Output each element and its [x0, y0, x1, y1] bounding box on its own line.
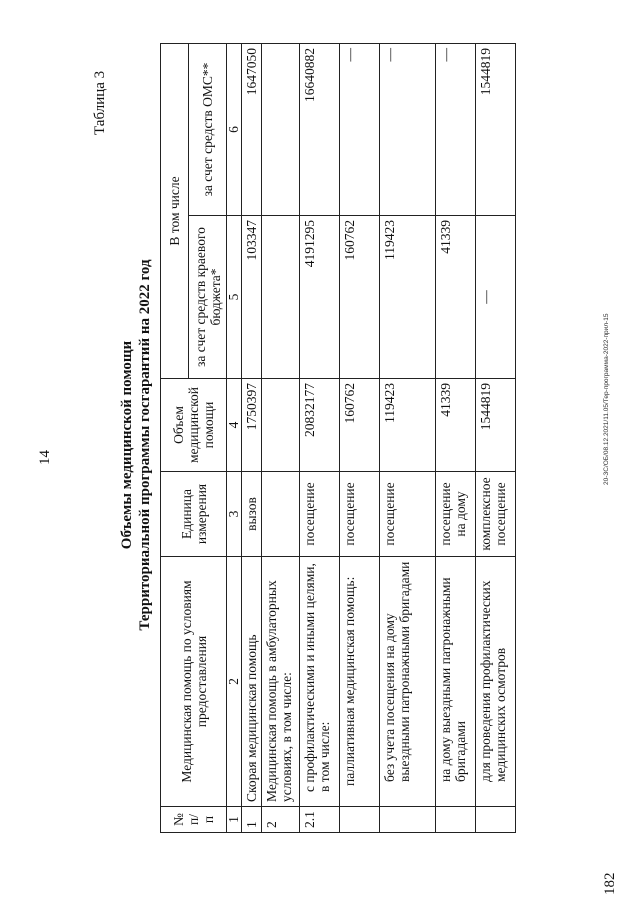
- row-num: 1: [242, 807, 262, 833]
- table-row: [340, 44, 380, 833]
- row-oms: —: [436, 44, 476, 216]
- document-title: [118, 125, 154, 765]
- header-volume: Объем медицинской помощи: [161, 379, 227, 472]
- row-name: паллиативная медицинская помощь:: [340, 557, 380, 807]
- header-oms: за счет средств ОМС**: [189, 44, 227, 216]
- row-budget: 41339: [436, 216, 476, 379]
- row-num: [436, 807, 476, 833]
- row-num: [380, 807, 436, 833]
- row-unit: вызов: [242, 472, 262, 557]
- row-volume: 1750397: [242, 379, 262, 472]
- row-budget: 119423: [380, 216, 436, 379]
- row-num: 2.1: [300, 807, 340, 833]
- header-unit: Единица измерения: [161, 472, 227, 557]
- row-unit: посещение: [300, 472, 340, 557]
- row-name: Скорая медицинская помощь: [242, 557, 262, 807]
- col-number-6: 6: [227, 44, 242, 216]
- row-oms: 1647050: [242, 44, 262, 216]
- row-volume: 119423: [380, 379, 436, 472]
- table-row: [242, 44, 262, 833]
- row-budget: [262, 216, 300, 379]
- row-volume: 41339: [436, 379, 476, 472]
- col-number-1: 1: [227, 807, 242, 833]
- row-name: Медицинская помощь в амбулаторных условиях, в том числе:: [262, 557, 300, 807]
- row-budget: 4191295: [300, 216, 340, 379]
- row-volume: [262, 379, 300, 472]
- row-unit: посещение: [380, 472, 436, 557]
- row-budget: 103347: [242, 216, 262, 379]
- header-care: Медицинская помощь по условиям предоставления: [161, 557, 227, 807]
- page-number: 14: [37, 450, 53, 465]
- table-row: [300, 44, 340, 833]
- row-volume: 1544819: [476, 379, 516, 472]
- row-num: [476, 807, 516, 833]
- row-oms: —: [340, 44, 380, 216]
- sheet-number: 182: [602, 872, 618, 895]
- row-oms: 16640882: [300, 44, 340, 216]
- row-name: с профилактическими и иными целями, в том числе:: [300, 557, 340, 807]
- row-name: для проведения профилактических медицинских осмотров: [476, 557, 516, 807]
- row-oms: [262, 44, 300, 216]
- volumes-table: [160, 43, 516, 833]
- document-stamp: 20-ЗС/ОБ/08.12.2021/11.05/Тер-программа-2022-прил-15: [603, 313, 610, 485]
- col-number-5: 5: [227, 216, 242, 379]
- row-unit: посещение на дому: [436, 472, 476, 557]
- header-including: В том числе: [161, 44, 189, 379]
- row-oms: 1544819: [476, 44, 516, 216]
- row-unit: посещение: [340, 472, 380, 557]
- row-name: без учета посещения на дому выездными патронажными бригадами: [380, 557, 436, 807]
- title-line-1: Объемы медицинской помощи: [119, 340, 135, 550]
- row-volume: 160762: [340, 379, 380, 472]
- col-number-2: 2: [227, 557, 242, 807]
- row-unit: [262, 472, 300, 557]
- table-row: [476, 44, 516, 833]
- table-number: Таблица 3: [92, 70, 108, 135]
- row-num: [340, 807, 380, 833]
- header-budget: за счет средств краевого бюджета*: [189, 216, 227, 379]
- row-unit: комплексное посещение: [476, 472, 516, 557]
- table-row: [380, 44, 436, 833]
- row-name: на дому выездными патронажными бригадами: [436, 557, 476, 807]
- row-oms: —: [380, 44, 436, 216]
- table-row: [436, 44, 476, 833]
- row-volume: 20832177: [300, 379, 340, 472]
- col-number-3: 3: [227, 472, 242, 557]
- title-line-2: Территориальной программы госгарантий на 2022 год: [137, 259, 153, 631]
- row-num: 2: [262, 807, 300, 833]
- table-row: [262, 44, 300, 833]
- header-num: № п/п: [161, 807, 227, 833]
- col-number-4: 4: [227, 379, 242, 472]
- row-budget: 160762: [340, 216, 380, 379]
- row-budget: —: [476, 216, 516, 379]
